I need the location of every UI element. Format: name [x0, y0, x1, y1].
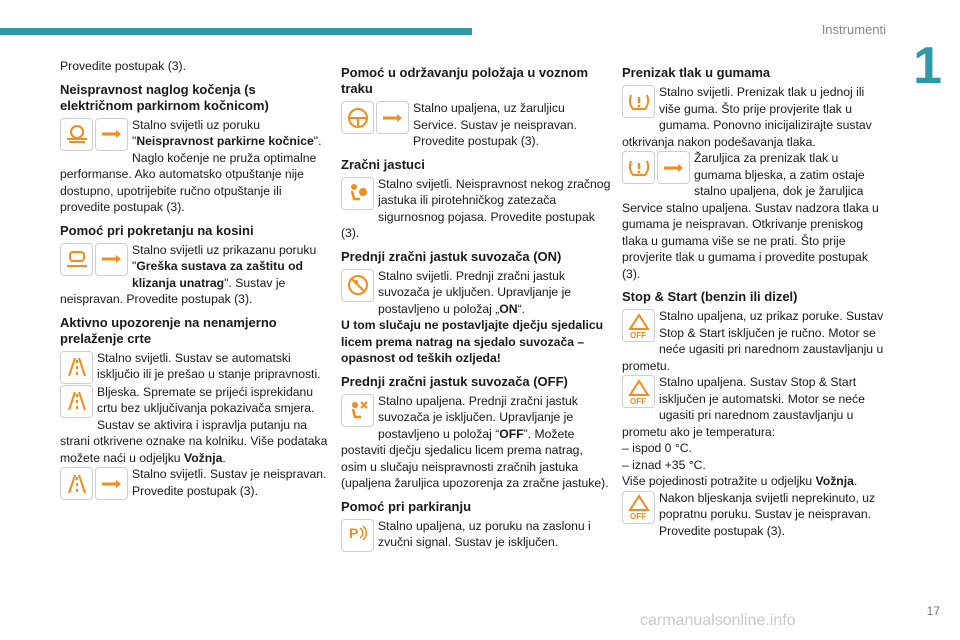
section-title: Pomoć pri parkiranju [341, 498, 472, 514]
section-title: Prenizak tlak u gumama [622, 65, 771, 80]
entry: Stalno svijetli. Neispravnost nekog zračnog jastuka ili pirotehničkog zatezača sigurnosnog pojasa. Provedite postupak (3). [341, 176, 611, 240]
airbag-off-icon [341, 394, 374, 427]
entry: Stalno svijetli. Prenizak tlak u jednoj ili više guma. Što prije provjerite tlak u gumama. Ponovno inicijalizirajte sustav otkrivanja nakon podešavanja tlaka. [622, 85, 872, 149]
warning-text: U tom slučaju ne postavljajte dječju sjedalicu licem prema natrag na sjedalo suvozača – opasnost od teških ozljeda! [341, 318, 604, 365]
svg-text:OFF: OFF [629, 512, 646, 520]
stop-start-off-icon [622, 309, 655, 342]
svg-text:OFF: OFF [629, 330, 646, 339]
parking-sensor-off-icon [341, 519, 374, 552]
wrench-icon [657, 151, 690, 184]
chapter-color-bar [0, 28, 472, 35]
list-item: – ispod 0 °C. [622, 441, 692, 455]
chapter-number: 1 [913, 37, 942, 95]
entry: Stalno upaljena. Prednji zračni jastuk suvozača je isključen. Upravljanje je postavljeno u položaj “OFF”. Možete postaviti dječju sjedalicu licem prema natrag, osim u slučaju neispravnosti zračnih jastuka (upaljena žaruljica upozorenja za zračne jastuke). [341, 393, 609, 490]
section-title: Prednji zračni jastuk suvozača (ON) [341, 248, 562, 264]
entry: Stalno svijetli. Sustav je neispravan. Provedite postupak (3). [60, 466, 330, 500]
entry: OFF Nakon bljeskanja svijetli neprekinuto, uz popratnu poruku. Sustav je neispravan. Provedite postupak (3). [622, 490, 884, 540]
section-title: Stop & Start (benzin ili dizel) [622, 289, 798, 304]
section-title: Neispravnost naglog kočenja (s električnom parkirnom kočnicom) [60, 81, 269, 113]
entry: Stalno svijetli. Sustav se automatski isključio ili je prešao u stanje pripravnosti. [60, 350, 330, 384]
page-header-title: Instrumenti [821, 22, 886, 37]
column-3 [622, 58, 884, 539]
brake-warning-icon [60, 118, 93, 151]
airbag-on-icon [341, 269, 374, 302]
column-2 [341, 58, 611, 552]
section-title: Aktivno upozorenje na nenamjerno prelaženje crte [60, 314, 277, 346]
wrench-icon [95, 118, 128, 151]
column-1 [60, 58, 330, 500]
lane-departure-icon [60, 385, 93, 418]
stop-start-off-icon [622, 375, 655, 408]
wrench-icon [376, 101, 409, 134]
entry: Žaruljica za prenizak tlak u gumama bljeska, a zatim ostaje stalno upaljena, dok je žaruljica Service stalno upaljena. Sustav nadzora tlaka u gumama je neispravan. Otkrivanje preniskog tlaka u gumama više se ne prati. Što prije provjerite tlak u gumama i provedite postupak (3). [622, 151, 879, 281]
entry: Stalno upaljena, uz žaruljicu Service. Sustav je neispravan. Provedite postupak (3). [341, 100, 611, 150]
entry: Stalno svijetli. Prednji zračni jastuk suvozača je uključen. Upravljanje je postavljeno u položaj „ON“. U tom slučaju ne postavljajte dječju sjedalicu licem prema natrag na sjedalo suvozača – opasnost od teških ozljeda! [341, 268, 611, 367]
stop-start-off-icon [622, 491, 655, 524]
entry: P Stalno upaljena, uz poruku na zaslonu i zvučni signal. Sustav je isključen. [341, 518, 611, 552]
section-title: Prednji zračni jastuk suvozača (OFF) [341, 373, 568, 389]
tyre-pressure-icon [622, 151, 655, 184]
svg-text:OFF: OFF [629, 396, 646, 405]
airbag-icon [341, 177, 374, 210]
lane-departure-icon [60, 467, 93, 500]
wrench-icon [95, 243, 128, 276]
section-title: Pomoć u održavanju položaja u voznom traku [341, 65, 589, 96]
more-info: Više pojedinosti potražite u odjeljku Vožnja. [622, 474, 858, 488]
entry: Bljeska. Spremate se prijeći isprekidanu crtu bez uključivanja pokazivača smjera. Sustav se aktivira i ispravlja putanju na strani otkrivene oznake na kolniku. Više podataka možete naći u odjeljku Vožnja. [60, 384, 328, 465]
entry: Stalno svijetli uz poruku "Neispravnost parkirne kočnice". Naglo kočenje ne pruža optimalne performanse. Ako automatsko otpuštanje nije dostupno, upotrijebite ručno otpuštanje ili provedite postupak (3). [60, 117, 322, 214]
page-number: 17 [926, 604, 940, 618]
intro-text: Provedite postupak (3). [60, 59, 187, 73]
section-title: Zračni jastuci [341, 156, 425, 172]
entry: OFF Stalno upaljena. Sustav Stop & Start isključen je automatski. Motor se neće ugasiti pri narednom zaustavljanju u prometu ako je temperatura: – ispod 0 °C. – iznad +35 °C. Više pojedinosti potražite u odjeljku Vožnja. [622, 374, 884, 490]
wrench-icon [95, 467, 128, 500]
section-title: Pomoć pri pokretanju na kosini [60, 222, 254, 238]
tyre-pressure-icon [622, 85, 655, 118]
entry: OFF Stalno upaljena, uz prikaz poruke. Sustav Stop & Start isključen je ručno. Motor se neće ugasiti pri narednom zaustavljanju u prometu. [622, 309, 884, 373]
lane-departure-icon [60, 351, 93, 384]
svg-text:P: P [348, 525, 358, 541]
list-item: – iznad +35 °C. [622, 457, 706, 472]
entry: Stalno svijetli uz prikazanu poruku "Greška sustava za zaštitu od klizanja unatrag". Sustav je neispravan. Provedite postupak (3). [60, 242, 317, 306]
hill-start-warning-icon [60, 243, 93, 276]
watermark: carmanualsonline.info [640, 612, 796, 629]
lane-keeping-icon [341, 101, 374, 134]
